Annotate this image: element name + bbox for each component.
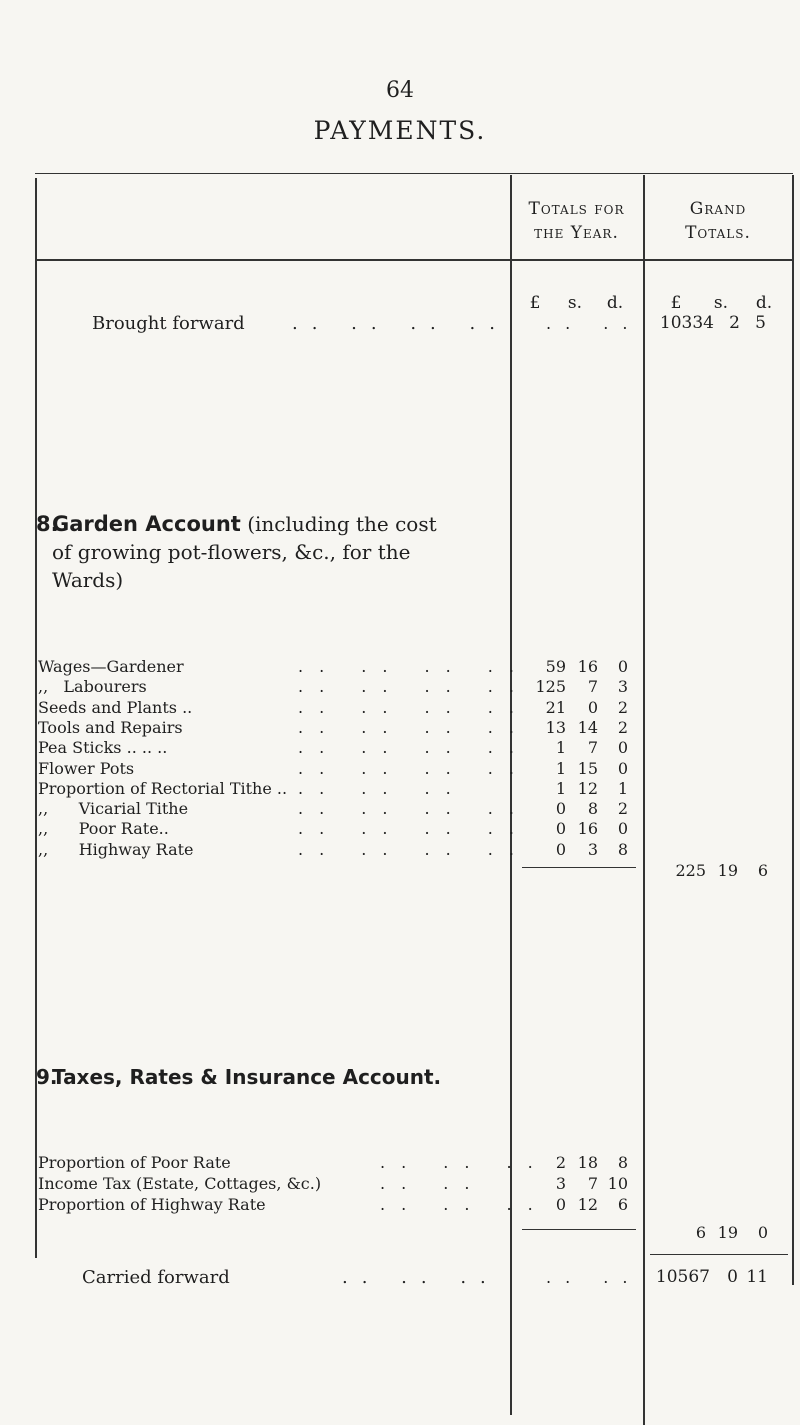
column-divider-2 [643, 175, 645, 1425]
list-item [38, 697, 530, 718]
pence-value: 0 [617, 819, 628, 839]
pence-value: 2 [617, 697, 628, 717]
item-label: Wages—Gardener [38, 657, 184, 676]
pounds-value: 1 [555, 758, 566, 778]
pounds-value: 1 [555, 738, 566, 758]
brought-forward-year-dots: .. .. [546, 314, 642, 333]
list-item [38, 656, 530, 677]
right-border [792, 175, 794, 1285]
list-item [38, 1173, 518, 1194]
leader-dots: .. .. .. .. [298, 657, 530, 676]
pounds-value: 0 [555, 1195, 566, 1214]
pence-value: 8 [617, 839, 628, 859]
pounds-value: 0 [555, 819, 566, 839]
leader-dots: .. .. .. .. [298, 758, 530, 778]
list-item [38, 1152, 549, 1173]
leader-dots: .. .. [380, 1174, 486, 1193]
pounds-unit: £ [670, 293, 682, 313]
pounds-value: 13 [545, 717, 566, 737]
pounds-value: 21 [545, 697, 566, 717]
shillings-value: 8 [587, 799, 598, 819]
shillings-value: 7 [587, 677, 598, 697]
grand-totals-heading: Grand Totals. [685, 199, 751, 243]
shillings-value: 18 [577, 1153, 598, 1172]
pence-value: 1 [617, 778, 628, 798]
shillings-value: 7 [587, 1174, 598, 1193]
pounds-value: 0 [555, 839, 566, 859]
leader-dots: .. .. .. .. [298, 677, 530, 697]
item-label: Income Tax (Estate, Cottages, &c.) [38, 1174, 322, 1193]
item-label: Flower Pots [38, 758, 135, 778]
pence-value: 0 [617, 758, 628, 778]
shillings-value: 7 [587, 738, 598, 758]
pounds-value: 0 [555, 799, 566, 819]
shillings-unit: s. [713, 293, 729, 313]
pounds-value: 1 [555, 778, 566, 798]
carried-forward-row: Carried forward .. .. .. [82, 1267, 500, 1288]
list-item [38, 798, 530, 819]
pence-value: 2 [617, 717, 628, 737]
item-label: ,, Poor Rate.. [38, 819, 169, 839]
pence-value: 0 [617, 657, 628, 676]
pence-value: 8 [617, 1153, 628, 1172]
pence-value: 3 [617, 677, 628, 697]
shillings-value: 12 [577, 1195, 598, 1214]
leader-dots: .. .. .. .. [298, 799, 530, 819]
shillings-value: 16 [577, 819, 598, 839]
pence-value: 10 [607, 1174, 628, 1193]
year-totals-heading: Totals for the Year. [528, 199, 625, 243]
pounds-unit: £ [529, 293, 541, 313]
item-label: Pea Sticks .. .. .. [38, 738, 168, 758]
section-8-subtotal-rule [522, 867, 636, 868]
leader-dots: .. .. .. .. [298, 819, 530, 839]
list-item [38, 1194, 549, 1215]
leader-dots: .. .. .. [380, 1153, 549, 1172]
leader-dots: .. .. .. .. [298, 738, 530, 758]
list-item [38, 676, 530, 697]
list-item [38, 818, 530, 839]
left-border [35, 178, 37, 1258]
leader-dots: .. .. .. [380, 1195, 549, 1214]
item-label: ,, Labourers [38, 677, 147, 697]
section-9-heading: 9. Taxes, Rates & Insurance Account. [36, 1065, 442, 1089]
item-label: ,, Highway Rate [38, 839, 194, 859]
section-9-subtotal-rule [522, 1229, 636, 1230]
pounds-value: 3 [555, 1174, 566, 1193]
pounds-value: 125 [535, 677, 566, 697]
pounds-value: 59 [545, 657, 566, 676]
page-title: PAYMENTS. [313, 116, 487, 145]
section-8-heading: 8. Garden Account (including the cost of growing pot-flowers, &c., for the Wards) [36, 512, 437, 592]
leader-dots: .. .. .. .. [298, 717, 530, 737]
leader-dots: .. .. .. .. [298, 697, 530, 717]
item-label: Proportion of Rectorial Tithe .. [38, 778, 288, 798]
carried-forward-year-dots: .. .. [546, 1268, 642, 1287]
page-number: 64 [386, 78, 414, 103]
shillings-value: 16 [577, 657, 598, 676]
item-label: ,, Vicarial Tithe [38, 799, 189, 819]
item-label: Seeds and Plants .. [38, 697, 193, 717]
shillings-value: 14 [577, 717, 598, 737]
list-item [38, 737, 530, 758]
shillings-value: 12 [577, 778, 598, 798]
item-label: Proportion of Highway Rate [38, 1195, 266, 1214]
pence-unit: d. [755, 293, 773, 313]
pounds-value: 2 [555, 1153, 566, 1172]
list-item [38, 778, 518, 799]
brought-forward-row: Brought forward .. .. .. .. [92, 313, 509, 334]
leader-dots: .. .. .. .. [298, 839, 530, 859]
list-item [38, 839, 530, 860]
item-label: Proportion of Poor Rate [38, 1153, 231, 1172]
pence-value: 2 [617, 799, 628, 819]
shillings-unit: s. [567, 293, 583, 313]
list-item [38, 758, 530, 779]
shillings-value: 0 [587, 697, 598, 717]
pence-value: 6 [617, 1195, 628, 1214]
list-item [38, 717, 530, 738]
shillings-value: 15 [577, 758, 598, 778]
leader-dots: .. .. .. [298, 778, 467, 798]
grand-total-rule [650, 1254, 788, 1255]
pence-unit: d. [606, 293, 624, 313]
header-underline [35, 259, 793, 261]
shillings-value: 3 [587, 839, 598, 859]
item-label: Tools and Repairs [38, 717, 183, 737]
pence-value: 0 [617, 738, 628, 758]
